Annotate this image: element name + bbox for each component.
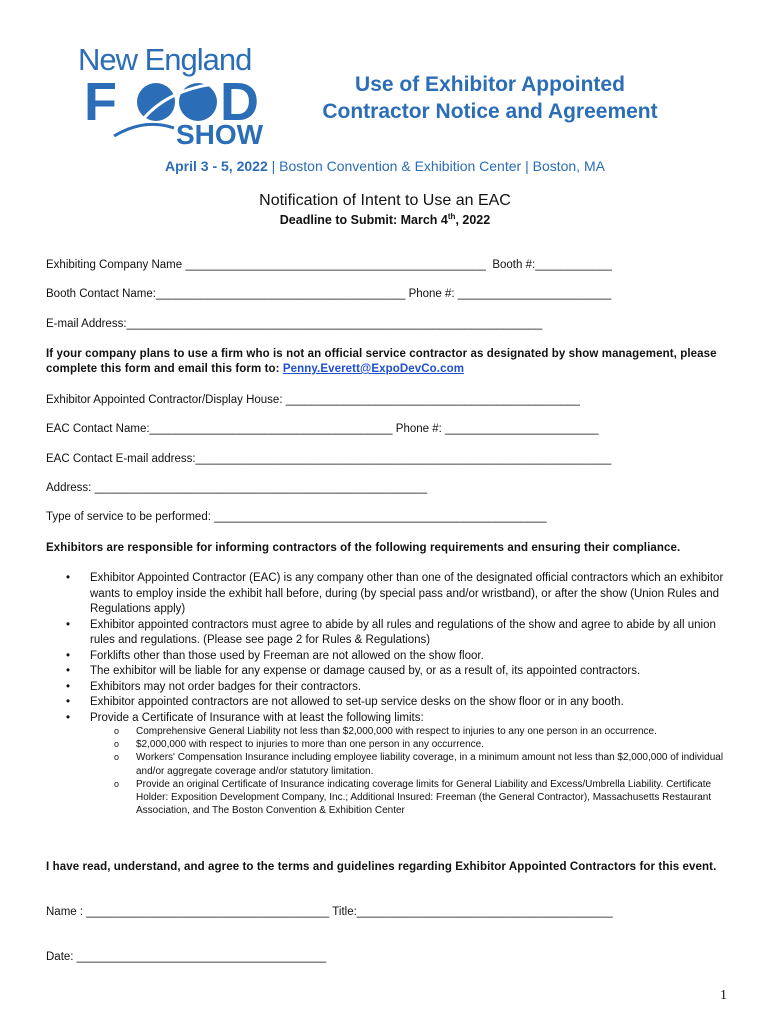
logo-line3: SHOW <box>176 119 264 148</box>
deadline <box>0 212 770 227</box>
requirements-list <box>66 571 738 726</box>
name-title-field[interactable]: Name : ______________________________________ Title:________________________________________ <box>46 906 613 918</box>
event-info <box>0 158 770 174</box>
title-line-2: Contractor Notice and Agreement <box>322 100 658 123</box>
requirement-item: • Exhibitor appointed contractors must agree to abide by all rules and regulations of the show and agree to abide by all union rules and regulations. (Please see page 2 for Rules & Regulations) <box>66 618 738 649</box>
deadline-sup: th <box>447 212 456 221</box>
contact-email-link[interactable]: Penny.Everett@ExpoDevCo.com <box>282 363 465 375</box>
title-line-1: Use of Exhibitor Appointed <box>355 73 625 96</box>
insurance-limits-list <box>114 725 734 817</box>
eac-email-field[interactable]: EAC Contact E-mail address:_________________________________________________________________ <box>46 453 612 465</box>
agreement-statement: I have read, understand, and agree to the terms and guidelines regarding Exhibitor Appointed Contractors for this event. <box>46 861 717 873</box>
insurance-item: o $2,000,000 with respect to injuries to more than one person in any occurrence. <box>114 738 734 751</box>
event-venue: | Boston Convention & Exhibition Center | Boston, MA <box>267 158 605 174</box>
eac-contact-field[interactable]: EAC Contact Name:______________________________________ Phone #: ________________________ <box>46 423 599 435</box>
requirement-item: • Exhibitor Appointed Contractor (EAC) is any company other than one of the designated official contractors which an exhibitor wants to employ inside the exhibit hall before, during (by special pass and/or wristband), or after the show (Union Rules and Regulations apply) <box>66 571 738 618</box>
deadline-prefix: Deadline to Submit: March 4 <box>279 213 448 228</box>
email-field[interactable]: E-mail Address:_________________________________________________________________ <box>46 318 543 330</box>
requirement-item: • Exhibitor appointed contractors are not allowed to set-up service desks on the show floor or in any booth. <box>66 695 738 711</box>
requirements-heading: Exhibitors are responsible for informing contractors of the following requirements and ensuring their compliance. <box>46 542 681 554</box>
insurance-item: o Workers' Compensation Insurance including employee liability coverage, in a minimum amount not less than $2,000,000 of individual and/or aggregate coverage and/or statutory limitation. <box>114 751 734 777</box>
page-title <box>300 71 680 125</box>
service-type-field[interactable]: Type of service to be performed: ____________________________________________________ <box>46 511 547 523</box>
requirement-item: • Forklifts other than those used by Freeman are not allowed on the show floor. <box>66 649 738 665</box>
booth-contact-field[interactable]: Booth Contact Name:_______________________________________ Phone #: ________________________ <box>46 288 612 300</box>
date-field[interactable]: Date: _______________________________________ <box>46 951 327 963</box>
address-field[interactable]: Address: ____________________________________________________ <box>46 482 428 494</box>
deadline-suffix: , 2022 <box>455 213 491 228</box>
requirement-item: • The exhibitor will be liable for any expense or damage caused by, or as a result of, its appointed contractors. <box>66 664 738 680</box>
notice-heading: Notification of Intent to Use an EAC <box>259 192 511 209</box>
requirement-item: • Provide a Certificate of Insurance with at least the following limits: <box>66 711 738 727</box>
eac-display-house-field[interactable]: Exhibitor Appointed Contractor/Display House: ______________________________________________ <box>46 394 580 406</box>
event-dates: April 3 - 5, 2022 <box>165 158 268 174</box>
intro-paragraph <box>46 347 736 377</box>
new-england-food-show-logo <box>74 40 274 148</box>
logo-letter-f: F <box>84 72 117 132</box>
intro-text: If your company plans to use a firm who is not an official service contractor as designated by show management, please complete this form and email this form to: <box>46 348 717 375</box>
logo-letter-d: D <box>220 72 259 132</box>
page-number: 1 <box>720 988 727 1003</box>
insurance-item: o Comprehensive General Liability not less than $2,000,000 with respect to injuries to any one person in an occurrence. <box>114 725 734 738</box>
insurance-item: o Provide an original Certificate of Insurance indicating coverage limits for General Liability and Excess/Umbrella Liability. Certificate Holder: Exposition Development Company, Inc.; Additional Insured: Freeman (the General Contractor), Massachusetts Restaurant Association, and The Boston Convention & Exhibition Center <box>114 778 734 818</box>
company-name-field[interactable]: Exhibiting Company Name _______________________________________________ Booth #:____________ <box>46 259 612 271</box>
logo-line1: New England <box>78 42 252 77</box>
requirement-item: • Exhibitors may not order badges for their contractors. <box>66 680 738 696</box>
